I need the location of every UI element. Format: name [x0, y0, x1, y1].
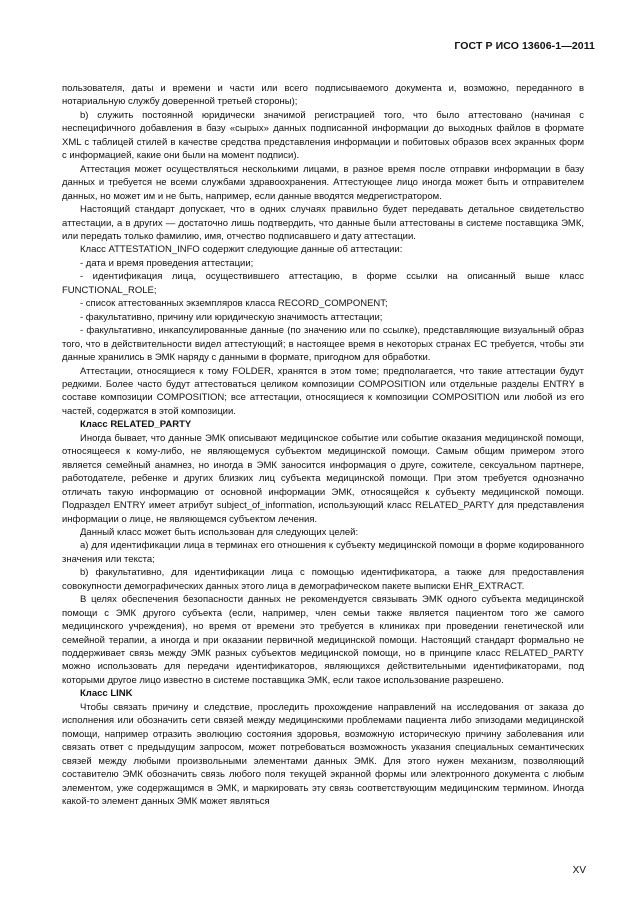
paragraph-link-intro: Чтобы связать причину и следствие, проследить прохождение направлений на исследования от заказа до исполнения или обозначить сети связей между медицинскими проблемами пациента либо эпизодами медицинской помощи, например отразить эволюцию состояния здоровья, возможную историческую причину заболевания или связать ответ с предыдущим запросом, может потребоваться возможность указания специальных семантических связей между любыми произвольными элементами данных ЭМК. Для этого нужен механизм, позволяющий составителю ЭМК обозначить связь любого поля текущей экранной формы или электронного документа с любым элементом, уже содержащимся в ЭМК, и маркировать эту связь соответствующим медицинским термином. Иногда какой-то элемент данных ЭМК может являться: [62, 701, 584, 808]
document-header: ГОСТ Р ИСО 13606-1—2011: [454, 40, 595, 52]
list-item-record-component: - список аттестованных экземпляров класса RECORD_COMPONENT;: [80, 298, 388, 310]
section-heading-related-party: Класс RELATED_PARTY: [80, 419, 192, 431]
list-item-a-relationship: a) для идентификации лица в терминах его отношения к субъекту медицинской помощи в форме кодированного значения или текста;: [62, 540, 584, 565]
paragraph-related-party-intro: Иногда бывает, что данные ЭМК описывают медицинское событие или событие оказания медицинской помощи, относящееся к кому-либо, не являющемуся субъектом медицинской помощи. Самым общим примером этого является семейный анамнез, но иногда в ЭМК заносится информация о друге, сожителе, сексуальном партнере, работодателе, ребенке и других близких лиц субъекта медицинской помощи. При этом требуется однозначно отличать такую информацию от основной информации ЭМК, относящейся к субъекту медицинской помощи. Подраздел ENTRY имеет атрибут subject_of_information, использующий класс RELATED_PARTY для представления информации о лице, не являющемся субъектом лечения.: [62, 432, 584, 525]
paragraph-standard-permits: Настоящий стандарт допускает, что в одних случаях правильно будет передавать детальное свидетельство аттестации, а в других — достаточно лишь подтвердить, что данные были аттестованы в системе поставщика ЭМК, или передать только фамилию, имя, отчество подписавшего и дату аттестации.: [62, 204, 584, 242]
page-number: XV: [572, 865, 586, 876]
paragraph-class-purposes: Данный класс может быть использован для следующих целей:: [80, 526, 359, 538]
paragraph-folder-attestations: Аттестации, относящиеся к тому FOLDER, хранятся в этом томе; предполагается, что такие аттестации будут редкими. Более часто будут аттестоваться целиком композиции COMPOSITION или отдельные разделы ENTRY в составе композиции COMPOSITION; все аттестации, относящиеся к композиции COMPOSITION или любой из его частей, содержатся в этой композиции.: [62, 365, 584, 417]
list-item-b-attestation: b) служить постоянной юридически значимой регистрацией того, что было аттестовано (начиная с неспецифичного добавления в базу «сырых» данных подписанной информации до выходных файлов в формате XML с таблицей стилей в качестве средства представления информации и побитовых образов всех экранных форм с информацией, какие они были на момент подписи).: [62, 109, 584, 162]
list-item-b-identifier: b) факультативно, для идентификации лица с помощью идентификатора, а также для предоставления совокупности демографических данных этого лица в демографическом пакете выписки EHR_EXTRACT.: [62, 567, 584, 592]
paragraph-continuation: пользователя, даты и времени и части или всего подписываемого документа и, возможно, переданного в нотариальную службу доверенной третьей стороны);: [62, 83, 584, 108]
paragraph-attestation-info: Класс ATTESTATION_INFO содержит следующие данные об аттестации:: [80, 244, 403, 256]
paragraph-attestation-persons: Аттестация может осуществляться несколькими лицами, в разное время после отправки информации в базу данных и требуется не всеми службами здравоохранения. Аттестующее лицо иногда может быть и отправителем данных, но может им и не быть, например, если данные вводятся медрегистратором.: [62, 163, 584, 202]
list-item-identification: - идентификация лица, осуществившего аттестацию, в форме ссылки на описанный выше класс FUNCTIONAL_ROLE;: [62, 271, 584, 296]
list-item-reason: - факультативно, причину или юридическую значимость аттестации;: [80, 311, 383, 323]
page-body: [62, 82, 584, 808]
paragraph-security: В целях обеспечения безопасности данных не рекомендуется связывать ЭМК одного субъекта медицинской помощи с ЭМК другого субъекта (если, например, член семьи также является пациентом того же самого медицинского учреждения), но время от времени это требуется в клиниках при проведении генетической или семейной терапии, а иногда и при оказании первичной медицинской помощи. Настоящий стандарт формально не поддерживает связь между ЭМК разных субъектов медицинской помощи, но в принципе класс RELATED_PARTY можно использовать для передачи идентификаторов, являющихся действительными идентификаторами, под которыми другое лицо известно в системе поставщика ЭМК, если такое использование разрешено.: [62, 594, 584, 686]
list-item-datetime: - дата и время проведения аттестации;: [80, 257, 254, 269]
section-heading-link: Класс LINK: [80, 688, 133, 700]
list-item-encapsulated-data: - факультативно, инкапсулированные данные (по значению или по ссылке), представляющие визуальный образ того, что в действительности видел аттестующий; в настоящее время в некоторых странах ЕС требуется, чтобы эти данные хранились в ЭМК наряду с данными в формате, пригодном для обработки.: [62, 325, 584, 364]
